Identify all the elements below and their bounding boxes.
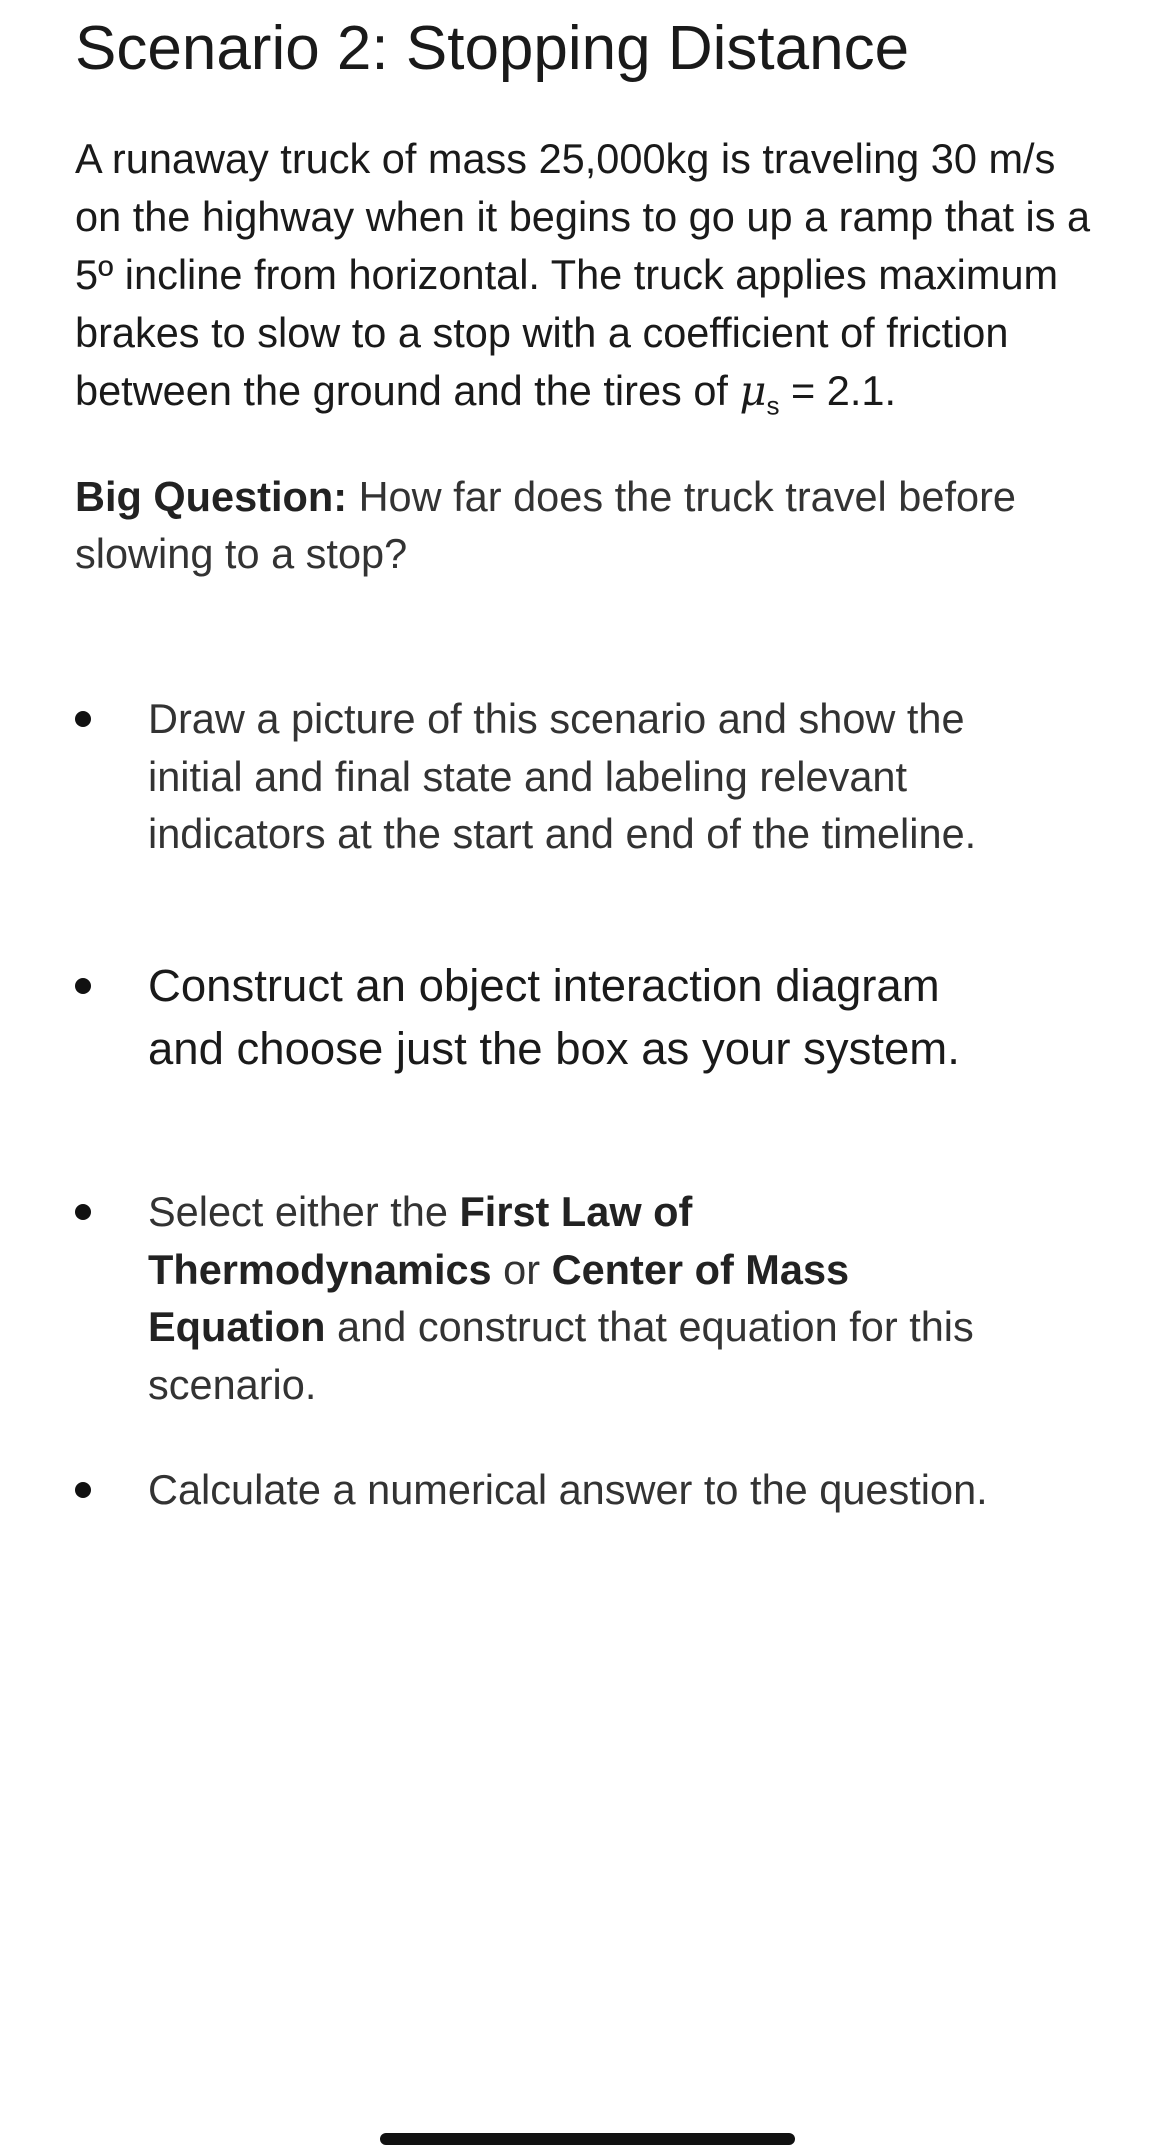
scenario-text: A runaway truck of mass 25,000kg is traveling 30 m/s on the highway when it begins to go up a ramp that is a 5º incline from horizontal. The truck applies maximum brakes to slow to a stop with a coefficient of friction between the ground and the tires of (75, 135, 1091, 414)
bullet-icon (75, 978, 91, 994)
bullet-icon (75, 1204, 91, 1220)
select-prefix: Select either the (148, 1188, 460, 1235)
select-or: or (491, 1245, 552, 1293)
mu-symbol: μ (739, 366, 767, 415)
big-question-text: How far does the truck travel before slowing to a stop? (75, 473, 1016, 577)
option-first-law: First Law of Thermodynamics (148, 1188, 693, 1293)
big-question (75, 468, 1105, 582)
friction-value: = 2.1. (779, 367, 896, 414)
option-center-of-mass: Center of Mass Equation (148, 1245, 850, 1350)
bullet-icon (75, 711, 91, 727)
bullet-icon (75, 1482, 91, 1498)
home-indicator[interactable] (380, 2133, 795, 2145)
task-calculate: Calculate a numerical answer to the question. (148, 1466, 988, 1513)
document-page (75, 0, 1105, 582)
task-draw-picture: Draw a picture of this scenario and show the initial and final state and labeling relevant indicators at the start and end of the timeline. (148, 695, 977, 857)
select-suffix: and construct that equation for this scenario. (148, 1303, 974, 1408)
big-question-label: Big Question: (75, 473, 348, 520)
scenario-description (75, 130, 1105, 420)
mu-subscript: s (766, 390, 780, 421)
page-title: Scenario 2: Stopping Distance (75, 14, 910, 83)
task-interaction-diagram: Construct an object interaction diagram and choose just the box as your system. (148, 960, 960, 1074)
task-select-equation (148, 1183, 1028, 1413)
